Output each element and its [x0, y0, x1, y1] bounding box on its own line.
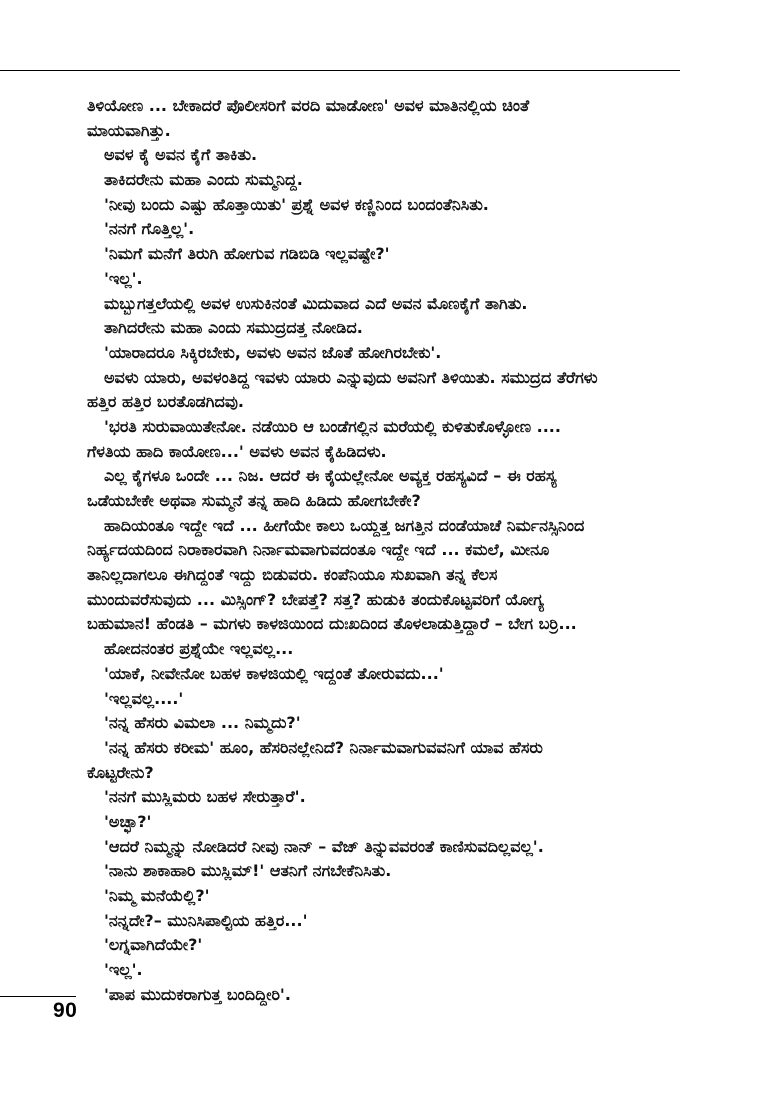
text-line: ಹಾದಿಯಂತೂ ಇದ್ದೇ ಇದೆ ... ಹೀಗೆಯೇ ಕಾಲು ಒಯ್ದತ್ತ ಜಗತ್ತಿನ ದಂಡೆಯಾಚೆ ನಿರ್ಮನಸ್ಸಿನಿಂದ	[104, 515, 585, 535]
text-line: 'ನನ್ನ ಹೆಸರು ಕರೀಮ' ಹೂಂ, ಹೆಸರಿನಲ್ಲೇನಿದೆ? ನಿರ್ನಾಮವಾಗುವವನಿಗೆ ಯಾವ ಹೆಸರು	[104, 737, 543, 757]
text-line: 'ಭರತಿ ಸುರುವಾಯಿತೇನೋ. ನಡೆಯಿರಿ ಆ ಬಂಡೆಗಲ್ಲಿನ ಮರೆಯಲ್ಲಿ ಕುಳಿತುಕೊಳ್ಳೋಣ ....	[104, 416, 561, 436]
text-line: ಒಡೆಯಬೇಕೇ ಅಥವಾ ಸುಮ್ಮನೆ ತನ್ನ ಹಾದಿ ಹಿಡಿದು ಹೋಗಬೇಕೇ?	[87, 491, 421, 510]
text-line: ಬಹುಮಾನ! ಹೆಂಡತಿ – ಮಗಳು ಕಾಳಜಿಯಿಂದ ದುಃಖದಿಂದ ತೊಳಲಾಡುತ್ತಿದ್ದಾರೆ – ಬೇಗ ಬರ್ರಿ...	[87, 614, 577, 634]
text-line: ನಿರ್ಹ್ಯದಯದಿಂದ ನಿರಾಕಾರವಾಗಿ ನಿರ್ನಾಮವಾಗುವದಂತೂ ಇದ್ದೇ ಇದೆ ... ಕಮಲೆ, ಮೀನೂ	[87, 540, 550, 560]
text-line: 'ಇಲ್ಲ'.	[104, 960, 143, 980]
text-line: ಹೋದನಂತರ ಪ್ರಶ್ನೆಯೇ ಇಲ್ಲವಲ್ಲ...	[104, 639, 294, 659]
text-line: 'ಯಾರಾದರೂ ಸಿಕ್ಕಿರಬೇಕು, ಅವಳು ಅವನ ಜೊತೆ ಹೋಗಿರಬೇಕು'.	[104, 342, 442, 362]
text-line: ಮುಂದುವರೆಸುವುದು ... ಮಿಸ್ಸಿಂಗ್? ಬೇಪತ್ತೆ? ಸತ್ತ? ಹುಡುಕಿ ತಂದುಕೊಟ್ಟವರಿಗೆ ಯೋಗ್ಯ	[87, 589, 544, 609]
page-number: 90	[53, 999, 78, 1022]
text-line: ಅವಳ ಕೈ ಅವನ ಕೈಗೆ ತಾಕಿತು.	[104, 145, 258, 165]
text-line: 'ಯಾಕೆ, ನೀವೇನೋ ಬಹಳ ಕಾಳಜಿಯಲ್ಲಿ ಇದ್ದಂತೆ ತೋರುವದು...'	[104, 663, 444, 683]
text-line: 'ನಾನು ಶಾಕಾಹಾರಿ ಮುಸ್ಲಿಮ್!' ಆತನಿಗೆ ನಗಬೇಕೆನಿಸಿತು.	[104, 861, 392, 881]
text-line: ತಾಗಿದರೇನು ಮಹಾ ಎಂದು ಸಮುದ್ರದತ್ತ ನೋಡಿದ.	[104, 318, 363, 338]
text-line: 'ಅಚ್ಛಾ?'	[104, 811, 152, 831]
text-line: ಕೊಟ್ಟರೇನು?	[87, 762, 154, 782]
text-line: ತಾಕಿದರೇನು ಮಹಾ ಎಂದು ಸುಮ್ಮನಿದ್ದ.	[104, 170, 303, 190]
text-line: 'ಪಾಪ ಮುದುಕರಾಗುತ್ತ ಬಂದಿದ್ದೀರಿ'.	[104, 984, 291, 1004]
text-line: ತಿಳಿಯೋಣ ... ಬೇಕಾದರೆ ಪೊಲೀಸರಿಗೆ ವರದಿ ಮಾಡೋಣ' ಅವಳ ಮಾತಿನಲ್ಲಿಯ ಚಿಂತೆ	[87, 96, 530, 115]
text-line: ಮಬ್ಬುಗತ್ತಲೆಯಲ್ಲಿ ಅವಳ ಉಸುಕಿನಂತೆ ಮಿದುವಾದ ಎದೆ ಅವನ ಮೊಣಕೈಗೆ ತಾಗಿತು.	[104, 293, 528, 313]
text-line: 'ನಿಮ್ಮ ಮನೆಯೆಲ್ಲಿ?'	[104, 886, 210, 905]
top-rule	[0, 70, 680, 71]
text-line: ಅವಳು ಯಾರು, ಅವಳಂತಿದ್ದ ಇವಳು ಯಾರು ಎನ್ನುವುದು ಅವನಿಗೆ ತಿಳಿಯಿತು. ಸಮುದ್ರದ ತೆರೆಗಳು	[104, 367, 598, 387]
text-line: 'ಆದರೆ ನಿಮ್ಮನ್ನು ನೋಡಿದರೆ ನೀವು ನಾನ್ – ವೆಜ್ ತಿನ್ನುವವರಂತೆ ಕಾಣಿಸುವದಿಲ್ಲವಲ್ಲ'.	[104, 836, 544, 856]
text-line: ತಾನಿಲ್ಲದಾಗಲೂ ಈಗಿದ್ದಂತೆ ಇದ್ದು ಬಿಡುವರು. ಕಂಪೆನಿಯೂ ಸುಖವಾಗಿ ತನ್ನ ಕೆಲಸ	[87, 565, 498, 585]
text-line: 'ನನಗೆ ಮುಸ್ಲಿಮರು ಬಹಳ ಸೇರುತ್ತಾರೆ'.	[104, 787, 306, 807]
text-line: ಹತ್ತಿರ ಹತ್ತಿರ ಬರತೊಡಗಿದವು.	[87, 392, 244, 412]
text-line: 'ನನಗೆ ಗೊತ್ತಿಲ್ಲ'.	[104, 219, 195, 239]
bottom-rule	[0, 996, 76, 997]
text-line: 'ನಿಮಗೆ ಮನೆಗೆ ತಿರುಗಿ ಹೋಗುವ ಗಡಿಬಿಡಿ ಇಲ್ಲವಷ್ಟೇ?'	[104, 244, 390, 264]
text-line: 'ಲಗ್ನವಾಗಿದೆಯೇ?'	[104, 935, 203, 955]
text-line: ಮಾಯವಾಗಿತ್ತು.	[87, 120, 171, 140]
text-line: 'ನೀವು ಬಂದು ಎಷ್ಟು ಹೊತ್ತಾಯಿತು' ಪ್ರಶ್ನೆ ಅವಳ ಕಣ್ಣಿನಿಂದ ಬಂದಂತೆನಿಸಿತು.	[104, 194, 489, 214]
text-line: 'ಇಲ್ಲವಲ್ಲ....'	[104, 688, 184, 708]
text-line: 'ನನ್ನದೇ?– ಮುನಿಸಿಪಾಲ್ಟಿಯ ಹತ್ತಿರ...'	[104, 910, 308, 930]
text-line: 'ನನ್ನ ಹೆಸರು ವಿಮಲಾ ... ನಿಮ್ಮದು?'	[104, 713, 301, 733]
text-line: ಗೆಳತಿಯ ಹಾದಿ ಕಾಯೋಣ...' ಅವಳು ಅವನ ಕೈಹಿಡಿದಳು.	[87, 441, 387, 461]
text-line: ಎಲ್ಲ ಕೈಗಳೂ ಒಂದೇ ... ನಿಜ. ಆದರೆ ಈ ಕೈಯಲ್ಲೇನೋ ಅವ್ಯಕ್ತ ರಹಸ್ಯವಿದೆ – ಈ ರಹಸ್ಯ	[104, 466, 557, 486]
body-text	[87, 94, 687, 1007]
text-line: 'ಇಲ್ಲ'.	[104, 268, 143, 288]
